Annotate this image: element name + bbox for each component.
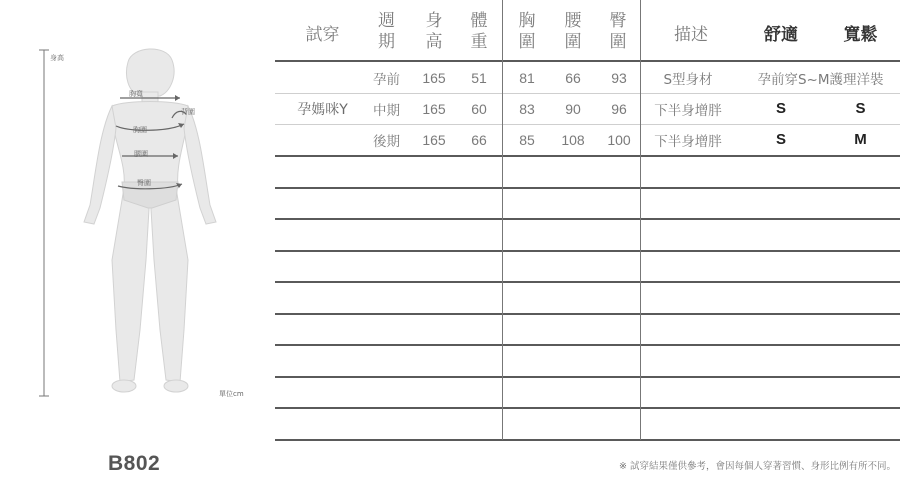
- header-description: 描述: [674, 24, 708, 45]
- row2-description: 下半身增胖: [654, 102, 722, 119]
- body-silhouette-illustration: [0, 0, 270, 486]
- header-period-line1: 週: [378, 11, 395, 31]
- row1-description: S型身材: [663, 71, 713, 88]
- row-divider: [275, 124, 900, 125]
- size-table: [275, 0, 900, 440]
- header-loose: 寬鬆: [843, 24, 878, 45]
- row3-description: 下半身增胖: [654, 133, 722, 150]
- waist-label: 腰圍: [134, 150, 148, 158]
- row3-waist: 108: [561, 131, 585, 148]
- chest-label: 胸圍: [133, 126, 147, 134]
- header-height-line2: 高: [425, 32, 443, 52]
- column-divider: [502, 0, 503, 440]
- row1-weight: 51: [471, 69, 487, 86]
- row-divider: [275, 313, 900, 315]
- table-bottom-rule: [275, 439, 900, 441]
- row3-loose-size: M: [854, 131, 867, 148]
- header-trial: 試穿: [305, 24, 340, 45]
- row2-weight: 60: [471, 100, 487, 117]
- header-chest-line2: 圍: [518, 32, 536, 52]
- row3-period: 後期: [373, 133, 400, 150]
- row1-height: 165: [422, 69, 446, 86]
- column-divider: [640, 0, 641, 440]
- row-divider: [275, 281, 900, 283]
- unit-label: 單位cm: [219, 390, 244, 398]
- row2-waist: 90: [565, 100, 581, 117]
- row1-recommendation: 孕前穿S~M護理洋裝: [757, 71, 884, 88]
- row2-period: 中期: [373, 102, 400, 119]
- header-rule: [275, 60, 900, 62]
- row2-height: 165: [422, 100, 446, 117]
- row2-hip: 96: [611, 100, 627, 117]
- row1-hip: 93: [611, 69, 627, 86]
- back-label: 背圍: [181, 108, 195, 116]
- model-code: B802: [108, 452, 161, 475]
- row3-chest: 85: [519, 131, 535, 148]
- row3-hip: 100: [607, 131, 631, 148]
- header-hip-line1: 臀: [609, 11, 627, 31]
- header-hip-line2: 圍: [609, 32, 627, 52]
- row-divider: [275, 187, 900, 189]
- header-chest-line1: 胸: [518, 11, 536, 31]
- row2-chest: 83: [519, 100, 535, 117]
- header-comfort: 舒適: [764, 24, 798, 45]
- header-weight-line2: 重: [470, 32, 488, 52]
- header-waist-line1: 腰: [564, 11, 582, 31]
- row-divider: [275, 93, 900, 94]
- header-weight: [465, 8, 493, 56]
- row1-period: 孕前: [373, 71, 400, 88]
- bust-width-label: 胸寬: [129, 90, 143, 98]
- header-weight-line1: 體: [470, 11, 488, 31]
- header-period-line2: 期: [378, 32, 395, 52]
- row2-loose-size: S: [855, 100, 866, 117]
- measurement-figure-panel: [0, 0, 270, 486]
- row-divider: [275, 250, 900, 252]
- header-hip: [604, 8, 632, 56]
- row-divider: [275, 218, 900, 220]
- row1-waist: 66: [565, 69, 581, 86]
- header-chest: [513, 8, 541, 56]
- header-height-line1: 身: [425, 11, 443, 31]
- hip-label: 臀圍: [137, 179, 151, 187]
- row-divider: [275, 344, 900, 346]
- row1-chest: 81: [519, 69, 535, 86]
- header-period: [370, 8, 403, 56]
- header-waist-line2: 圍: [564, 32, 582, 52]
- row-divider: [275, 155, 900, 157]
- row-divider: [275, 407, 900, 409]
- row3-comfort-size: S: [775, 131, 786, 148]
- row3-weight: 66: [471, 131, 487, 148]
- row3-height: 165: [422, 131, 446, 148]
- row-divider: [275, 376, 900, 378]
- disclaimer-note: ※ 試穿結果僅供參考，會因每個人穿著習慣、身形比例有所不同。: [619, 461, 896, 472]
- header-height: [420, 8, 448, 56]
- row2-comfort-size: S: [775, 100, 786, 117]
- height-label: 身高: [50, 54, 64, 62]
- tester-name: 孕媽咪Y: [297, 102, 348, 118]
- header-waist: [559, 8, 587, 56]
